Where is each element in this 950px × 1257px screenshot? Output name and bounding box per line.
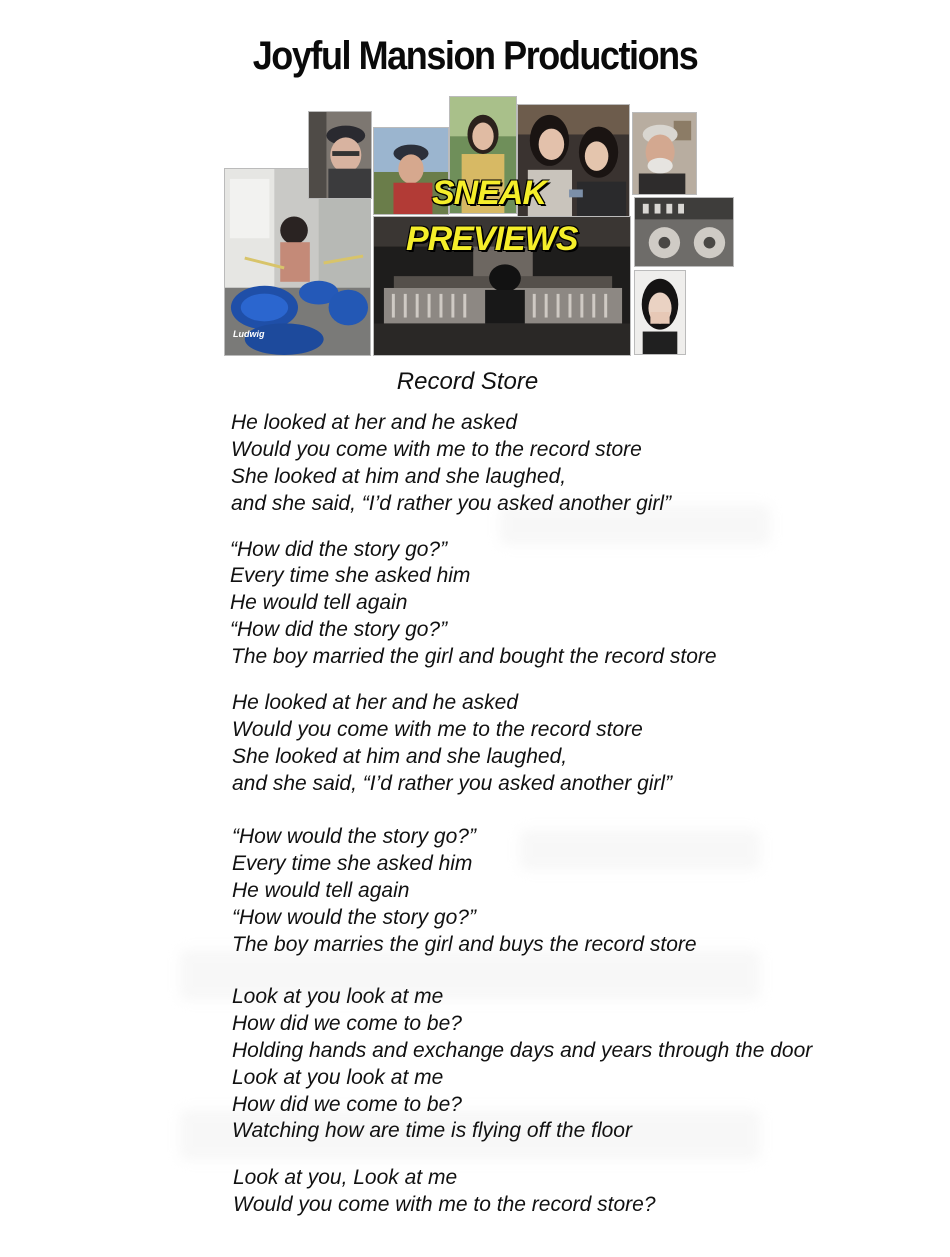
faint-watermark [520, 830, 760, 870]
lyric-line: She looked at him and she laughed, [232, 745, 568, 768]
drum-brand-logo: Ludwig [233, 329, 265, 339]
lyric-line: Every time she asked him [230, 564, 471, 587]
lyric-line: He would tell again [230, 591, 408, 614]
lyric-line: The boy married the girl and bought the record store [231, 645, 717, 668]
sneak-banner-line2: PREVIEWS [406, 220, 578, 258]
lyric-line: Look at you look at me [232, 985, 444, 1008]
lyric-line: Holding hands and exchange days and years through the door [232, 1039, 813, 1062]
lyric-line: and she said, “I’d rather you asked another girl” [232, 772, 673, 795]
lyric-line: She looked at him and she laughed, [231, 465, 567, 488]
lyric-line: How did we come to be? [232, 1093, 462, 1116]
lyric-line: He looked at her and he asked [232, 691, 519, 714]
lyric-line: The boy marries the girl and buys the record store [232, 933, 697, 956]
lyric-line: Look at you look at me [232, 1066, 444, 1089]
girl-cap-photo [308, 111, 372, 199]
lyric-line: He looked at her and he asked [231, 411, 518, 434]
lyric-line: “How would the story go?” [232, 906, 476, 929]
lyric-line: He would tell again [232, 879, 410, 902]
page-title: Joyful Mansion Productions [252, 34, 698, 78]
sneak-banner-line1: SNEAK [432, 174, 547, 212]
lyric-line: Would you come with me to the record store [232, 718, 643, 741]
older-man-photo [632, 112, 697, 195]
lyric-line: Watching how are time is flying off the floor [232, 1119, 632, 1142]
lyric-line: How did we come to be? [232, 1012, 462, 1035]
lyric-line: and she said, “I’d rather you asked another girl” [231, 492, 672, 515]
lyric-line: Every time she asked him [232, 852, 473, 875]
lyric-line: Look at you, Look at me [233, 1166, 458, 1189]
lyric-line: “How would the story go?” [232, 825, 476, 848]
lyric-line: “How did the story go?” [230, 618, 448, 641]
lyric-line: “How did the story go?” [230, 538, 448, 561]
tape-machine-photo [634, 197, 734, 267]
song-title: Record Store [396, 368, 539, 395]
lyric-line: Would you come with me to the record store? [233, 1193, 656, 1216]
portrait-photo [634, 270, 686, 355]
lyric-line: Would you come with me to the record store [231, 438, 642, 461]
